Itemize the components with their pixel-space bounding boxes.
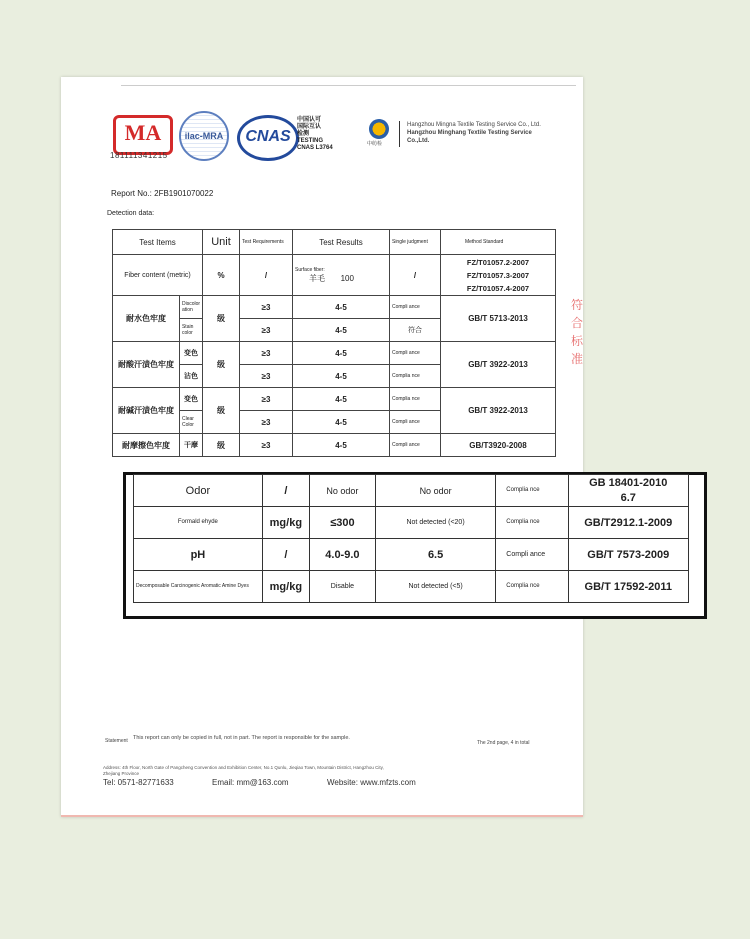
water-sub1: Discolor ation — [179, 296, 202, 319]
ph-result: 6.5 — [375, 539, 495, 571]
cnas-logo: CNAS — [237, 115, 299, 161]
highlighted-results-table — [133, 474, 689, 603]
acid-req2: ≥3 — [240, 365, 293, 388]
formaldehyde-result: Not detected (<20) — [375, 507, 495, 539]
water-unit: 级 — [203, 296, 240, 342]
alkali-req1: ≥3 — [240, 388, 293, 411]
table-row — [134, 507, 689, 539]
red-stamp: 符合标准 — [571, 298, 584, 366]
fiber-item: Fiber content (metric) — [113, 255, 203, 296]
cma-logo: MA — [113, 115, 173, 155]
table-row — [113, 434, 556, 457]
header-method: Method Standard — [440, 230, 555, 255]
water-judg2: 符合 — [389, 319, 440, 342]
company-logo-icon — [369, 119, 389, 139]
header-requirements: Test Requirements — [240, 230, 293, 255]
table-row — [113, 255, 556, 296]
page-info: The 2nd page, 4 in total — [477, 740, 530, 746]
odor-unit: / — [262, 475, 309, 507]
ph-req: 4.0-9.0 — [309, 539, 375, 571]
alkali-sub1: 变色 — [179, 388, 202, 411]
statement-text: This report can only be copied in full, not in part. The report is responsible for the sample. — [133, 735, 350, 741]
acid-res1: 4-5 — [293, 342, 390, 365]
report-page — [61, 77, 583, 817]
acid-judg1: Compli ance — [389, 342, 440, 365]
fiber-judgment: / — [389, 255, 440, 296]
ph-item: pH — [134, 539, 263, 571]
alkali-req2: ≥3 — [240, 411, 293, 434]
table-row — [134, 475, 689, 507]
results-table — [112, 229, 556, 457]
odor-req: No odor — [309, 475, 375, 507]
alkali-method: GB/T 3922-2013 — [440, 388, 555, 434]
water-item: 耐水色牢度 — [113, 296, 180, 342]
alkali-judg2: Compli ance — [389, 411, 440, 434]
alkali-sub2: Clear Color — [179, 411, 202, 434]
water-judg1: Compli ance — [389, 296, 440, 319]
odor-result: No odor — [375, 475, 495, 507]
azo-judg: Complia nce — [496, 571, 568, 603]
azo-req: Disable — [309, 571, 375, 603]
divider — [399, 121, 400, 147]
water-sub2: Stain color — [179, 319, 202, 342]
acid-sub1: 变色 — [179, 342, 202, 365]
table-row — [113, 296, 556, 319]
odor-item: Odor — [134, 475, 263, 507]
alkali-res2: 4-5 — [293, 411, 390, 434]
formaldehyde-method: GB/T2912.1-2009 — [568, 507, 688, 539]
table-row — [134, 539, 689, 571]
ph-method: GB/T 7573-2009 — [568, 539, 688, 571]
rub-res: 4-5 — [293, 434, 390, 457]
header-test-items: Test Items — [113, 230, 203, 255]
azo-unit: mg/kg — [262, 571, 309, 603]
formaldehyde-item: Formald ehyde — [134, 507, 263, 539]
ilac-mra-logo: ilac-MRA — [179, 111, 229, 161]
azo-item: Decomposable Carcinogenic Aromatic Amine Dyes — [134, 571, 263, 603]
fiber-unit: % — [203, 255, 240, 296]
fiber-result: Surface fiber: 羊毛 100 — [293, 255, 390, 296]
website: Website: www.mfzts.com — [327, 778, 416, 787]
water-res2: 4-5 — [293, 319, 390, 342]
alkali-unit: 级 — [203, 388, 240, 434]
company-name: Hangzhou Mingna Textile Testing Service Co., Ltd. Hangzhou Minghang Textile Testing Service Co.,Ltd. — [407, 122, 541, 144]
rub-unit: 级 — [203, 434, 240, 457]
acid-item: 耐酸汗渍色牢度 — [113, 342, 180, 388]
email: Email: mm@163.com — [212, 778, 289, 787]
formaldehyde-judg: Complia nce — [496, 507, 568, 539]
alkali-judg1: Complia nce — [389, 388, 440, 411]
header-results: Test Results — [293, 230, 390, 255]
formaldehyde-unit: mg/kg — [262, 507, 309, 539]
acid-res2: 4-5 — [293, 365, 390, 388]
address: Address: 4th Floor, North Gate of Pangcheng Convention and Exhibition Center, No.1 Qunlu, Jieqiao Town, Mountain District, Hangzhou City, Zhejiang Province — [103, 765, 384, 776]
fiber-req: / — [240, 255, 293, 296]
rub-req: ≥3 — [240, 434, 293, 457]
company-logo-label: 中纺检 — [367, 141, 383, 147]
table-row — [113, 388, 556, 411]
rub-judg: Compli ance — [389, 434, 440, 457]
highlighted-results-box — [123, 472, 707, 619]
water-res1: 4-5 — [293, 296, 390, 319]
table-row — [134, 571, 689, 603]
water-req2: ≥3 — [240, 319, 293, 342]
acid-method: GB/T 3922-2013 — [440, 342, 555, 388]
rub-item: 耐摩擦色牢度 — [113, 434, 180, 457]
header-judgment: Single judgment — [389, 230, 440, 255]
statement-label: Statement — [105, 738, 128, 744]
odor-judg: Complia nce — [496, 475, 568, 507]
table-row — [113, 342, 556, 365]
acid-unit: 级 — [203, 342, 240, 388]
alkali-item: 耐碱汗渍色牢度 — [113, 388, 180, 434]
cnas-text: 中国认可 国际互认 检测 TESTING CNAS L3764 — [297, 117, 333, 151]
azo-result: Not detected (<5) — [375, 571, 495, 603]
water-req1: ≥3 — [240, 296, 293, 319]
alkali-res1: 4-5 — [293, 388, 390, 411]
detection-label: Detection data: — [107, 210, 155, 217]
ph-judg: Compli ance — [496, 539, 568, 571]
table-header-row — [113, 230, 556, 255]
formaldehyde-req: ≤300 — [309, 507, 375, 539]
ph-unit: / — [262, 539, 309, 571]
telephone: Tel: 0571-82771633 — [103, 778, 174, 787]
acid-req1: ≥3 — [240, 342, 293, 365]
odor-method: GB 18401-2010 6.7 — [568, 475, 688, 507]
header-unit: Unit — [203, 230, 240, 255]
acid-sub2: 沾色 — [179, 365, 202, 388]
azo-method: GB/T 17592-2011 — [568, 571, 688, 603]
rub-sub: 干摩 — [179, 434, 202, 457]
top-rule — [121, 85, 576, 86]
report-number: Report No.: 2FB1901070022 — [111, 189, 214, 198]
rub-method: GB/T3920-2008 — [440, 434, 555, 457]
fiber-method: FZ/T01057.2-2007 FZ/T01057.3-2007 FZ/T01057.4-2007 — [440, 255, 555, 296]
water-method: GB/T 5713-2013 — [440, 296, 555, 342]
cma-number: 181111341215 — [110, 151, 168, 160]
acid-judg2: Complia nce — [389, 365, 440, 388]
